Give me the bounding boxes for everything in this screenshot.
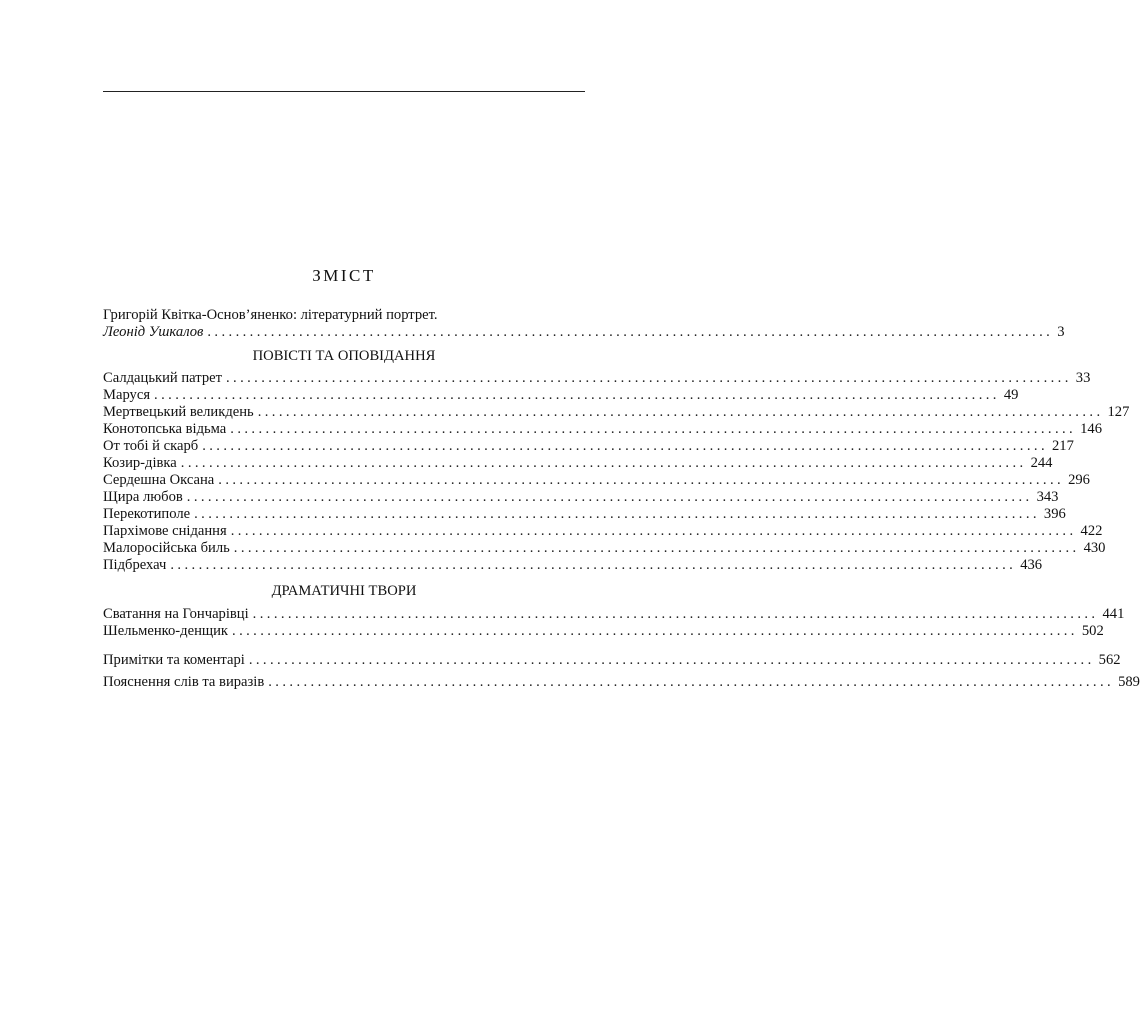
toc-entry-page: 343 (1036, 489, 1059, 505)
dot-leader: ........................................................................................................................ (230, 523, 1077, 539)
toc-entry-page: 422 (1080, 523, 1103, 539)
toc-entry-page: 217 (1052, 438, 1074, 454)
toc-entry-page: 441 (1102, 606, 1125, 622)
toc-entry-title: От тобі й скарб (103, 438, 199, 454)
toc-entry (103, 540, 1106, 557)
toc-entry-title: Пояснення слів та виразів (103, 674, 265, 690)
spacer (103, 640, 585, 652)
toc-entry-title: Підбрехач (103, 557, 167, 573)
intro-entry-author: Леонід Ушкалов (103, 324, 204, 340)
toc-title: ЗМІСТ (312, 266, 376, 285)
toc-entry-title: Пархімове снідання (103, 523, 227, 539)
toc-entry-page: 244 (1030, 455, 1053, 471)
toc-entry-page: 430 (1083, 540, 1106, 556)
dot-leader: ........................................................................................................................ (186, 489, 1033, 505)
intro-entry-title: Григорій Квітка-Основ’яненко: літературний портрет. (103, 307, 438, 323)
toc-entry-appendix (103, 652, 1121, 669)
dot-leader: ........................................................................................................................ (225, 370, 1072, 386)
dot-leader: ........................................................................................................................ (218, 472, 1065, 488)
dot-leader: ........................................................................................................................ (268, 674, 1115, 690)
toc-entry (103, 404, 1130, 421)
toc-entry-title: Маруся (103, 387, 151, 403)
toc-entry-page: 296 (1068, 472, 1090, 488)
toc-entry (103, 623, 1104, 640)
section-heading-drama: ДРАМАТИЧНІ ТВОРИ (271, 583, 417, 599)
dot-leader: ........................................................................................................................ (248, 652, 1095, 668)
dot-leader: ........................................................................................................................ (233, 540, 1080, 556)
toc-entry-title: Салдацький патрет (103, 370, 222, 386)
toc-entry-title: Сердешна Оксана (103, 472, 215, 488)
toc-entry (103, 557, 1043, 574)
toc-entry (103, 370, 1091, 387)
dot-leader: ........................................................................................................................ (180, 455, 1027, 471)
toc-entry-page: 127 (1107, 404, 1130, 420)
dot-leader: ........................................................................................................................ (202, 438, 1048, 454)
toc-entry-title: Щира любов (103, 489, 183, 505)
toc-entry (103, 387, 1019, 404)
toc-entry-title: Козир-дівка (103, 455, 177, 471)
toc-entry-page: 146 (1080, 421, 1102, 437)
toc-entry-page: 589 (1118, 674, 1140, 690)
table-of-contents (103, 264, 1140, 691)
toc-entry-page: 562 (1098, 652, 1121, 668)
dot-leader: ........................................................................................................................ (194, 506, 1040, 522)
toc-entry-title: Сватання на Гончарівці (103, 606, 249, 622)
section-heading-stories: ПОВІСТІ ТА ОПОВІДАННЯ (252, 348, 436, 364)
toc-entry (103, 421, 1102, 438)
toc-entry-appendix (103, 674, 1140, 691)
toc-entry (103, 455, 1053, 472)
dot-leader: ........................................................................................................................ (252, 606, 1099, 622)
toc-entry (103, 606, 1125, 623)
toc-entry-page: 502 (1081, 623, 1104, 639)
toc-entry-title: Конотопська відьма (103, 421, 227, 437)
toc-entry (103, 506, 1066, 523)
toc-entry-title: Перекотиполе (103, 506, 191, 522)
toc-entry (103, 438, 1074, 455)
dot-leader: ........................................................................................................................ (170, 557, 1017, 573)
toc-entry (103, 523, 1103, 540)
toc-entry (103, 472, 1090, 489)
dot-leader: ........................................................................................................................ (257, 404, 1104, 420)
toc-entry-title: Шельменко-денщик (103, 623, 229, 639)
intro-entry-page: 3 (1057, 324, 1065, 340)
toc-entry-page: 49 (1003, 387, 1019, 403)
toc-entry-title: Примітки та коментарі (103, 652, 245, 668)
dot-leader: ........................................................................................................................ (230, 421, 1077, 437)
toc-entry-title: Малоросійська биль (103, 540, 230, 556)
toc-entry-title: Мертвецький великдень (103, 404, 254, 420)
header-rule (103, 91, 585, 92)
dot-leader: ........................................................................................................................ (207, 324, 1054, 340)
toc-entry-page: 436 (1020, 557, 1043, 573)
toc-entry-page: 33 (1075, 370, 1091, 386)
dot-leader: ........................................................................................................................ (232, 623, 1078, 639)
intro-entry (103, 324, 1065, 341)
toc-entry-page: 396 (1043, 506, 1066, 522)
dot-leader: ........................................................................................................................ (154, 387, 1000, 403)
toc-entry (103, 489, 1059, 506)
